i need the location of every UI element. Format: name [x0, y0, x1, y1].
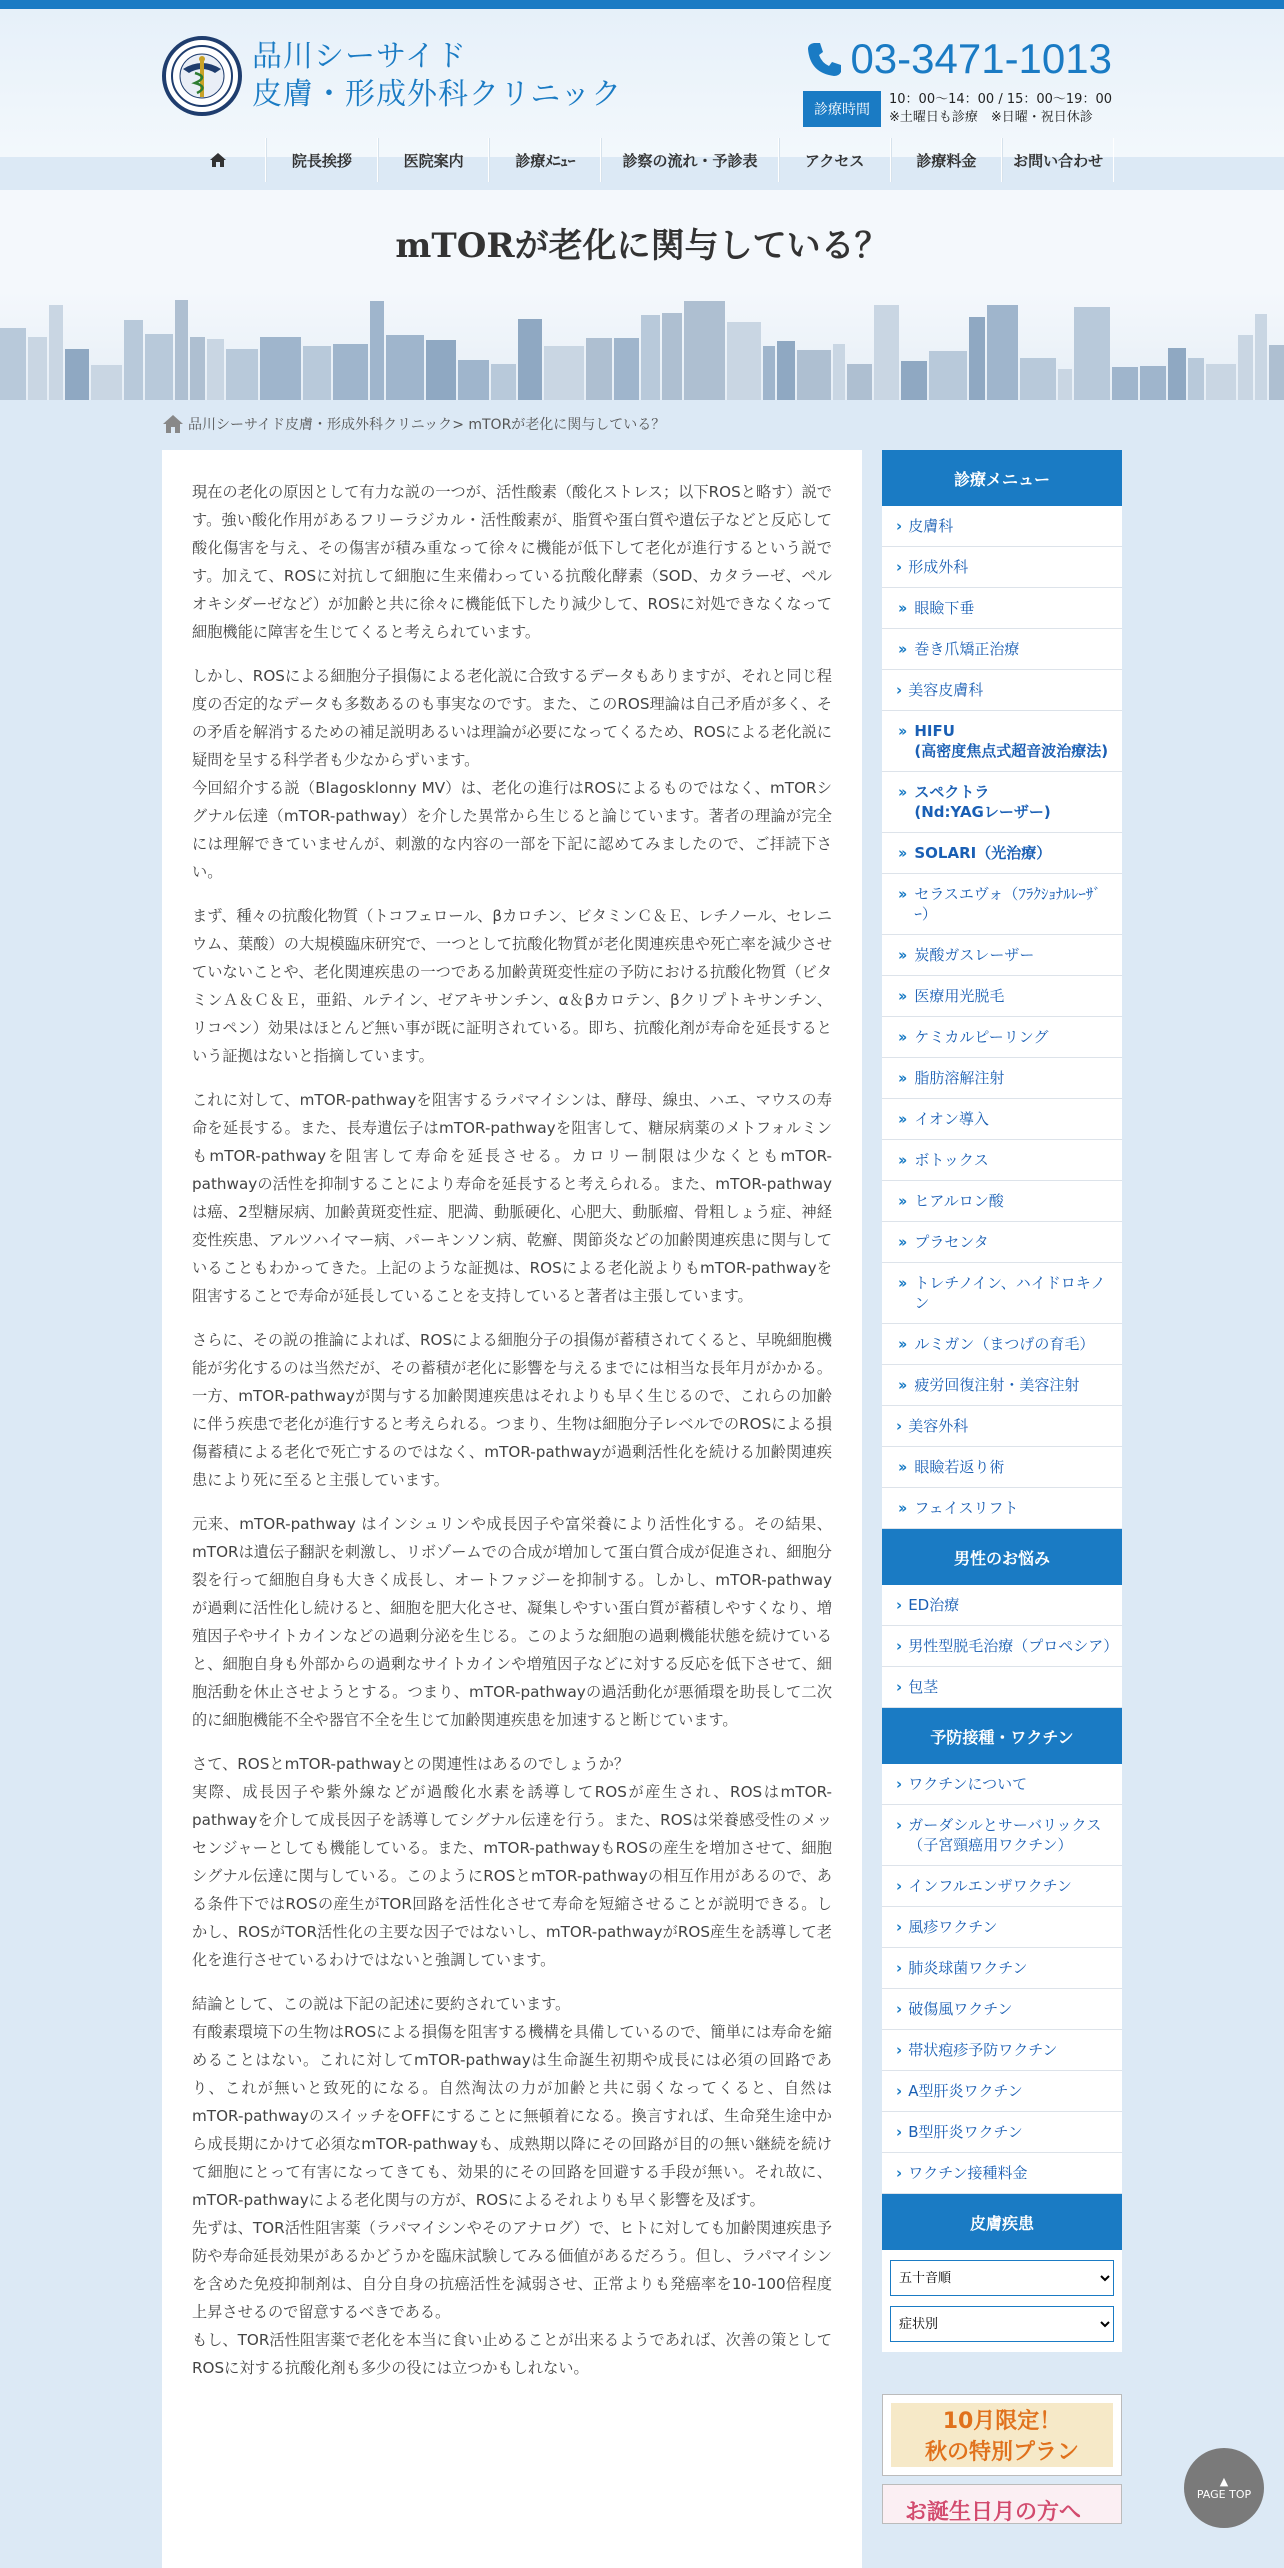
- sidebar-item-label: 疲労回復注射・美容注射: [914, 1376, 1080, 1394]
- chevron-right-icon: ››: [898, 1233, 905, 1251]
- building-shape: [969, 317, 985, 400]
- building-shape: [1206, 364, 1236, 400]
- sidebar-item-label: 風疹ワクチン: [908, 1918, 998, 1936]
- sidebar-item-label: 皮膚科: [908, 517, 954, 535]
- chevron-right-icon: ››: [898, 783, 905, 801]
- sidebar-item[interactable]: [882, 1324, 1122, 1365]
- page-top-label: PAGE TOP: [1196, 2488, 1252, 2501]
- nav-contact[interactable]: お問い合わせ: [1002, 138, 1114, 182]
- chevron-right-icon: ›: [896, 2041, 903, 2059]
- sidebar-item[interactable]: [882, 1222, 1122, 1263]
- sidebar-item-label: 破傷風ワクチン: [908, 2000, 1013, 2018]
- chevron-right-icon: ›: [896, 681, 903, 699]
- sidebar-item[interactable]: [882, 2030, 1122, 2071]
- home-icon: [162, 414, 184, 434]
- sidebar-item-label: SOLARI（光治療）: [914, 844, 1052, 862]
- chevron-right-icon: ››: [898, 1458, 905, 1476]
- nav-greeting[interactable]: 院長挨拶: [266, 138, 378, 182]
- nav-home[interactable]: [170, 138, 266, 182]
- sidebar-item-label: 眼瞼下垂: [914, 599, 975, 617]
- sidebar-item-label: 医療用光脱毛: [914, 987, 1005, 1005]
- chevron-right-icon: ›: [896, 2164, 903, 2182]
- sidebar-item-label: インフルエンザワクチン: [908, 1877, 1072, 1895]
- chevron-right-icon: ››: [898, 1376, 905, 1394]
- building-shape: [1058, 369, 1072, 400]
- sidebar-item-label: 巻き爪矯正治療: [914, 640, 1020, 658]
- autumn-plan-banner[interactable]: [882, 2394, 1122, 2476]
- building-shape: [777, 341, 795, 400]
- sidebar-item-label: ワクチン接種料金: [908, 2164, 1028, 2182]
- sidebar-item[interactable]: [882, 588, 1122, 629]
- sidebar-item[interactable]: [882, 1263, 1122, 1324]
- sidebar-item[interactable]: [882, 506, 1122, 547]
- sidebar-item-label: フェイスリフト: [914, 1499, 1019, 1517]
- article-paragraph: 元来、mTOR-pathway はインシュリンや成長因子や富栄養により活性化する。その結果、mTORは遺伝子翻訳を刺激し、リボゾームでの合成が増加して蛋白質合成が促進され、細胞分裂を行って細胞自身も大きく成長し、オートファジーを抑制する。しかし、mTOR-pathwayが過剰に活性化し続けると、細胞を肥大化させ、凝集しやすい蛋白質が蓄積しやすくなり、増殖因子やサイトカインなどの過剰分泌を生じる。このような細胞の過剰機能状態を続けていると、細胞自身も外部からの過剰なサイトカインや増殖因子などに対する反応を低下させて、細胞活動を休止させようとする。つまり、mTOR-pathwayの過活動化が悪循環を助長して二次的に細胞機能不全や器官不全を生じて加齢関連疾患を加速すると断じています。: [192, 1515, 832, 1729]
- sidebar-item-label: セラスエヴォ（ﾌﾗｸｼｮﾅﾙﾚｰｻﾞｰ）: [914, 885, 1101, 923]
- sidebar: [882, 450, 1122, 2524]
- sidebar-item[interactable]: [882, 2071, 1122, 2112]
- sidebar-item[interactable]: [882, 1667, 1122, 1708]
- sidebar-item[interactable]: [882, 2112, 1122, 2153]
- building-shape: [1140, 366, 1166, 400]
- sidebar-item-label: 眼瞼若返り術: [914, 1458, 1005, 1476]
- building-shape: [929, 351, 967, 400]
- building-shape: [1168, 348, 1186, 400]
- phone-link[interactable]: [792, 35, 1112, 83]
- building-shape: [763, 346, 775, 400]
- page-top-button[interactable]: [1184, 2448, 1264, 2528]
- chevron-right-icon: ›: [896, 558, 903, 576]
- building-shape: [614, 338, 639, 400]
- chevron-right-icon: ›: [896, 2000, 903, 2018]
- building-shape: [207, 339, 224, 400]
- nav-menu[interactable]: 診療ﾒﾆｭｰ: [489, 138, 601, 182]
- clinic-emblem-icon: [162, 36, 242, 116]
- sidebar-menu-list: [882, 506, 1122, 1529]
- breadcrumb-current: > mTORが老化に関与している？: [452, 417, 666, 433]
- chevron-right-icon: ››: [898, 722, 905, 740]
- sidebar-men-list: [882, 1585, 1122, 1708]
- chevron-right-icon: ››: [898, 885, 905, 903]
- article-paragraph: 結論として、この説は下記の記述に要約されています。 有酸素環境下の生物はROSによる損傷を阻害する機構を具備しているので、簡単には寿命を縮めることはない。これに対してmTOR-pathwayは生命誕生初期や成長には必須の回路であり、これが無いと致死的になる。自然淘汰の力が加齢と共に弱くなってくると、自然はmTOR-pathwayのスイッチをOFFにすることに無頓着になる。換言すれば、生命発生途中から成長期にかけて必須なmTOR-pathwayも、成熟期以降にその回路が目的の無い継続を続けて細胞にとって有害になってきても、効果的にその回路を回避する手段が無い。それ故に、mTOR-pathwayによる老化関与の方が、ROSによるそれよりも早く影響を及ぼす。 先ずは、TOR活性阻害薬（ラパマイシンやそのアナログ）で、ヒトに対しても加齢関連疾患予防や寿命延長効果があるかどうかを臨床試験してみる価値があるだろう。但し、ラパマイシンを含めた免疫抑制剤は、自分自身の抗癌活性を減弱させ、正常よりも発癌率を10-100倍程度上昇させるので留意するべきである。 もし、TOR活性阻害薬で老化を本当に食い止めることが出来るようであれば、次善の策としてROSに対する抗酸化剤も多少の役には立つかもしれない。: [192, 1995, 833, 2377]
- building-shape: [65, 349, 89, 400]
- sidebar-item[interactable]: [882, 1585, 1122, 1626]
- sidebar-item-label: イオン導入: [914, 1110, 989, 1128]
- sidebar-item[interactable]: [882, 670, 1122, 711]
- sidebar-item-label: A型肝炎ワクチン: [908, 2082, 1023, 2100]
- banner-line-1: 10月限定！: [942, 2409, 1062, 2434]
- sidebar-item[interactable]: [882, 772, 1122, 833]
- sidebar-item[interactable]: [882, 547, 1122, 588]
- article-body: [162, 450, 862, 2568]
- sidebar-item[interactable]: [882, 1181, 1122, 1222]
- article-paragraph: 現在の老化の原因として有力な説の一つが、活性酸素（酸化ストレス；以下ROSと略す）説です。強い酸化作用があるフリーラジカル・活性酸素が、脂質や蛋白質や遺伝子などと反応して酸化傷害を与え、その傷害が積み重なって徐々に機能が低下して老化が進行するという説です。加えて、ROSに対抗して細胞に生来備わっている抗酸化酵素（SOD、カタラーゼ、ペルオキシダーゼなど）が加齢と共に徐々に機能低下したり減少して、ROSに対処できなくなって細胞機能に障害を生じてくると考えられています。: [192, 483, 832, 641]
- sidebar-item-label: 肺炎球菌ワクチン: [908, 1959, 1028, 1977]
- chevron-right-icon: ›: [896, 1637, 903, 1655]
- article-paragraph: しかし、ROSによる細胞分子損傷による老化説に合致するデータもありますが、それと同じ程度の否定的なデータも多数あるのも事実なのです。また、このROS理論は自己矛盾が多く、その矛盾を解消するための補足説明あるいは理論が必要になってくるため、ROSによる老化説に疑問を呈する科学者も少なからずいます。 今回紹介する説（Blagosklonny MV）は、老化の進行はROSによるものではなく、mTORシグナル伝達（mTOR-pathway）を介した異常から生じると論じています。著者の理論が完全には理解できていませんが、刺激的な内容の一部を下記に認めてみましたので、ご拝読下さい。: [192, 667, 832, 881]
- sidebar-item-label: プラセンタ: [914, 1233, 989, 1251]
- nav-fees[interactable]: 診療料金: [891, 138, 1003, 182]
- chevron-right-icon: ›: [896, 1678, 903, 1696]
- sidebar-item[interactable]: [882, 1805, 1122, 1866]
- building-shape: [847, 364, 872, 400]
- building-shape: [1269, 345, 1284, 400]
- building-shape: [544, 346, 584, 400]
- sidebar-heading-men: 男性のお悩み: [882, 1529, 1122, 1585]
- home-icon: [209, 152, 227, 168]
- building-shape: [226, 349, 258, 400]
- sidebar-item[interactable]: [882, 1099, 1122, 1140]
- sidebar-item[interactable]: [882, 629, 1122, 670]
- article-paragraph: まず、種々の抗酸化物質（トコフェロール、βカロチン、ビタミンＣ＆Ｅ、レチノール、セレニウム、葉酸）の大規模臨床研究で、一つとして抗酸化物質が老化関連疾患や死亡率を減少させていないことや、老化関連疾患の一つである加齢黄斑変性症の予防における抗酸化物質（ビタミンＡ＆Ｃ＆Ｅ，亜鉛、ルテイン、ゼアキサンチン、α＆βカロテン、βクリプトキサンチン、リコペン）効果はほとんど無い事が既に証明されている。即ち、抗酸化剤が寿命を延長するという証拠はないと指摘しています。: [192, 907, 832, 1065]
- sidebar-heading-skin-disease: 皮膚疾患: [882, 2194, 1122, 2250]
- sidebar-item-label: HIFU (高密度焦点式超音波治療法): [914, 722, 1109, 760]
- sidebar-item-label: ヒアルロン酸: [914, 1192, 1004, 1210]
- sidebar-item-label: 帯状疱疹予防ワクチン: [908, 2041, 1058, 2059]
- chevron-right-icon: ›: [896, 517, 903, 535]
- chevron-right-icon: ››: [898, 1499, 905, 1517]
- building-shape: [91, 365, 122, 400]
- hours-badge: 診療時間: [803, 91, 881, 127]
- article-paragraph: これに対して、mTOR-pathwayを阻害するラパマイシンは、酵母、線虫、ハエ、マウスの寿命を延長する。また、長寿遺伝子はmTOR-pathwayを阻害して、糖尿病薬のメトフォルミンもmTOR-pathwayを阻害して寿命を延長させる。カロリー制限は少なくともmTOR-pathwayの活性を抑制することにより寿命を延長すると考えられる。また、mTOR-pathwayは癌、2型糖尿病、加齢黄斑変性症、肥満、動脈硬化、心肥大、動脈瘤、骨粗しょう症、神経変性疾患、アルツハイマー病、パーキンソン病、乾癬、関節炎などの加齢関連疾患に関与していることもわかってきた。上記のような証拠は、ROSによる老化説よりもmTOR-pathwayを阻害することで寿命が延長していることを支持していると著者は主張しています。: [192, 1091, 832, 1305]
- chevron-right-icon: ››: [898, 1192, 905, 1210]
- building-shape: [260, 337, 301, 400]
- sidebar-item-label: 美容外科: [908, 1417, 969, 1435]
- chevron-right-icon: ››: [898, 1151, 905, 1169]
- chevron-right-icon: ››: [898, 1028, 905, 1046]
- building-shape: [49, 305, 63, 400]
- skin-disease-selects: [882, 2250, 1122, 2306]
- chevron-right-icon: ›: [896, 1959, 903, 1977]
- main-nav: [170, 138, 1114, 182]
- sidebar-item[interactable]: [882, 1017, 1122, 1058]
- sidebar-item[interactable]: [882, 976, 1122, 1017]
- building-shape: [386, 335, 424, 400]
- building-shape: [641, 315, 660, 400]
- sidebar-item[interactable]: [882, 1365, 1122, 1406]
- sidebar-item[interactable]: [882, 711, 1122, 772]
- page-title: mTORが老化に関与している？: [395, 226, 889, 266]
- chevron-right-icon: ››: [898, 946, 905, 964]
- chevron-right-icon: ››: [898, 1335, 905, 1353]
- sidebar-item-label: ルミガン（まつげの育毛）: [914, 1335, 1095, 1353]
- sidebar-item[interactable]: [882, 935, 1122, 976]
- sidebar-item-label: B型肝炎ワクチン: [908, 2123, 1023, 2141]
- sidebar-item[interactable]: [882, 1626, 1122, 1667]
- chevron-right-icon: ››: [898, 987, 905, 1005]
- chevron-right-icon: ›: [896, 1596, 903, 1614]
- title-area: [0, 190, 1284, 298]
- building-shape: [426, 340, 456, 400]
- chevron-right-icon: ››: [898, 844, 905, 862]
- sidebar-heading-menu: 診療メニュー: [882, 450, 1122, 506]
- building-shape: [190, 337, 205, 400]
- sidebar-vaccine-list: [882, 1764, 1122, 2194]
- building-shape: [175, 300, 188, 400]
- building-shape: [1255, 314, 1267, 400]
- sidebar-item[interactable]: [882, 1406, 1122, 1447]
- sidebar-item-label: 包茎: [908, 1678, 939, 1696]
- building-shape: [1188, 358, 1204, 400]
- building-shape: [124, 320, 143, 400]
- sidebar-item[interactable]: [882, 1764, 1122, 1805]
- breadcrumb: [162, 414, 665, 434]
- sidebar-item-label: ED治療: [908, 1596, 960, 1614]
- building-shape: [901, 361, 927, 400]
- site-header: [0, 9, 1284, 157]
- building-shape: [662, 313, 682, 400]
- building-shape: [1074, 307, 1110, 400]
- symptom-select[interactable]: [890, 2306, 1114, 2342]
- building-shape: [987, 305, 1018, 400]
- building-shape: [684, 301, 725, 400]
- banner-line-2: 秋の特別プラン: [924, 2440, 1079, 2465]
- sidebar-item-label: ボトックス: [914, 1151, 989, 1169]
- chevron-right-icon: ›: [896, 1918, 903, 1936]
- sidebar-item[interactable]: [882, 1447, 1122, 1488]
- nav-access[interactable]: アクセス: [779, 138, 891, 182]
- chevron-right-icon: ›: [896, 2082, 903, 2100]
- sidebar-item[interactable]: [882, 1866, 1122, 1907]
- building-shape: [874, 305, 899, 400]
- chevron-right-icon: ››: [898, 1069, 905, 1087]
- sidebar-item-label: トレチノイン、ハイドロキノン: [914, 1274, 1106, 1312]
- logo-line-2: 皮膚・形成外科クリニック: [252, 77, 623, 112]
- phone-icon: [804, 39, 844, 79]
- sidebar-item[interactable]: [882, 1488, 1122, 1529]
- symptom-select-wrap: [882, 2306, 1122, 2352]
- clinic-logo[interactable]: [162, 36, 622, 116]
- contact-info: [792, 35, 1112, 127]
- up-arrow-icon: ▲: [1219, 2475, 1229, 2488]
- building-shape: [586, 338, 612, 400]
- chevron-right-icon: ›: [896, 1775, 903, 1793]
- logo-line-1: 品川シーサイド: [252, 39, 467, 74]
- building-shape: [727, 322, 761, 400]
- sidebar-item[interactable]: [882, 833, 1122, 874]
- phone-number: 03-3471-1013: [850, 35, 1112, 82]
- sidebar-item[interactable]: [882, 1948, 1122, 1989]
- chevron-right-icon: ›: [896, 1816, 903, 1834]
- hours-line-2: ※土曜日も診療 ※日曜・祝日休診: [889, 110, 1093, 125]
- breadcrumb-home-link[interactable]: 品川シーサイド皮膚・形成外科クリニック: [188, 417, 453, 433]
- nav-clinic-info[interactable]: 医院案内: [378, 138, 490, 182]
- sidebar-item-label: ガーダシルとサーバリックス （子宮頸癌用ワクチン）: [908, 1816, 1102, 1854]
- cityscape-banner: [0, 290, 1284, 400]
- building-shape: [1112, 367, 1138, 400]
- chevron-right-icon: ››: [898, 640, 905, 658]
- building-shape: [145, 334, 173, 400]
- building-shape: [797, 350, 831, 400]
- sidebar-item-label: スペクトラ (Nd:YAGレーザー): [914, 783, 1051, 821]
- sidebar-item-label: 脂肪溶解注射: [914, 1069, 1005, 1087]
- sidebar-item-label: ワクチンについて: [908, 1775, 1028, 1793]
- building-shape: [491, 364, 516, 400]
- sidebar-item-label: 炭酸ガスレーザー: [914, 946, 1035, 964]
- sidebar-item[interactable]: [882, 1989, 1122, 2030]
- kana-order-select[interactable]: [890, 2260, 1114, 2296]
- chevron-right-icon: ›: [896, 2123, 903, 2141]
- sidebar-item-label: 形成外科: [908, 558, 969, 576]
- sidebar-item-label: 美容皮膚科: [908, 681, 984, 699]
- building-shape: [1238, 335, 1253, 400]
- sidebar-item-label: 男性型脱毛治療（プロペシア）: [908, 1637, 1119, 1655]
- article-paragraph: さらに、その説の推論によれば、ROSによる細胞分子の損傷が蓄積されてくると、早晩細胞機能が劣化するのは当然だが、その蓄積が老化に影響を与えるまでには相当な長年月がかかる。一方、mTOR-pathwayが関与する加齢関連疾患はそれよりも早く生じるので、これらの加齢に伴う疾患で老化が進行すると考えられる。つまり、生物は細胞分子レベルでのROSによる損傷蓄積による老化で死亡するのではなく、mTOR-pathwayが過剰活性化を続ける加齢関連疾患により死に至ると主張しています。: [192, 1331, 832, 1489]
- article-paragraph: さて、ROSとmTOR-pathwayとの関連性はあるのでしょうか？ 実際、成長因子や紫外線などが過酸化水素を誘導してROSが産生され、ROSはmTOR-pathwayを介して成長因子を誘導してシグナル伝達を行う。また、ROSは栄養感受性のメッセンジャーとしても機能している。また、mTOR-pathwayもROSの産生を増加させて、細胞シグナル伝達に関与している。このようにROSとmTOR-pathwayの相互作用があるので、ある条件下ではROSの産生がTOR回路を活性化させて寿命を短縮させることが説明できる。しかし、ROSがTOR活性化の主要な因子ではないし、mTOR-pathwayがROS産生を誘導して老化を進行させているわけではないと強調しています。: [192, 1755, 832, 1969]
- birthday-banner[interactable]: お誕生日月の方へ: [882, 2484, 1122, 2524]
- building-shape: [303, 346, 331, 400]
- chevron-right-icon: ››: [898, 599, 905, 617]
- chevron-right-icon: ››: [898, 1274, 905, 1292]
- chevron-right-icon: ››: [898, 1110, 905, 1128]
- building-shape: [0, 328, 26, 400]
- sidebar-item[interactable]: [882, 1907, 1122, 1948]
- building-shape: [833, 344, 845, 400]
- chevron-right-icon: ›: [896, 1877, 903, 1895]
- building-shape: [518, 319, 542, 400]
- hours-line-1: 10：00～14：00 / 15：00～19：00: [889, 92, 1112, 107]
- building-shape: [28, 337, 47, 400]
- sidebar-item[interactable]: [882, 1058, 1122, 1099]
- building-shape: [370, 301, 384, 400]
- building-shape: [458, 360, 489, 400]
- nav-flow[interactable]: 診察の流れ・予診表: [601, 138, 779, 182]
- sidebar-item[interactable]: [882, 874, 1122, 935]
- building-shape: [333, 344, 368, 400]
- sidebar-item-label: ケミカルピーリング: [914, 1028, 1049, 1046]
- sidebar-item[interactable]: [882, 1140, 1122, 1181]
- chevron-right-icon: ›: [896, 1417, 903, 1435]
- top-accent-bar: [0, 0, 1284, 9]
- building-shape: [1020, 358, 1056, 400]
- sidebar-heading-vaccine: 予防接種・ワクチン: [882, 1708, 1122, 1764]
- sidebar-item[interactable]: [882, 2153, 1122, 2194]
